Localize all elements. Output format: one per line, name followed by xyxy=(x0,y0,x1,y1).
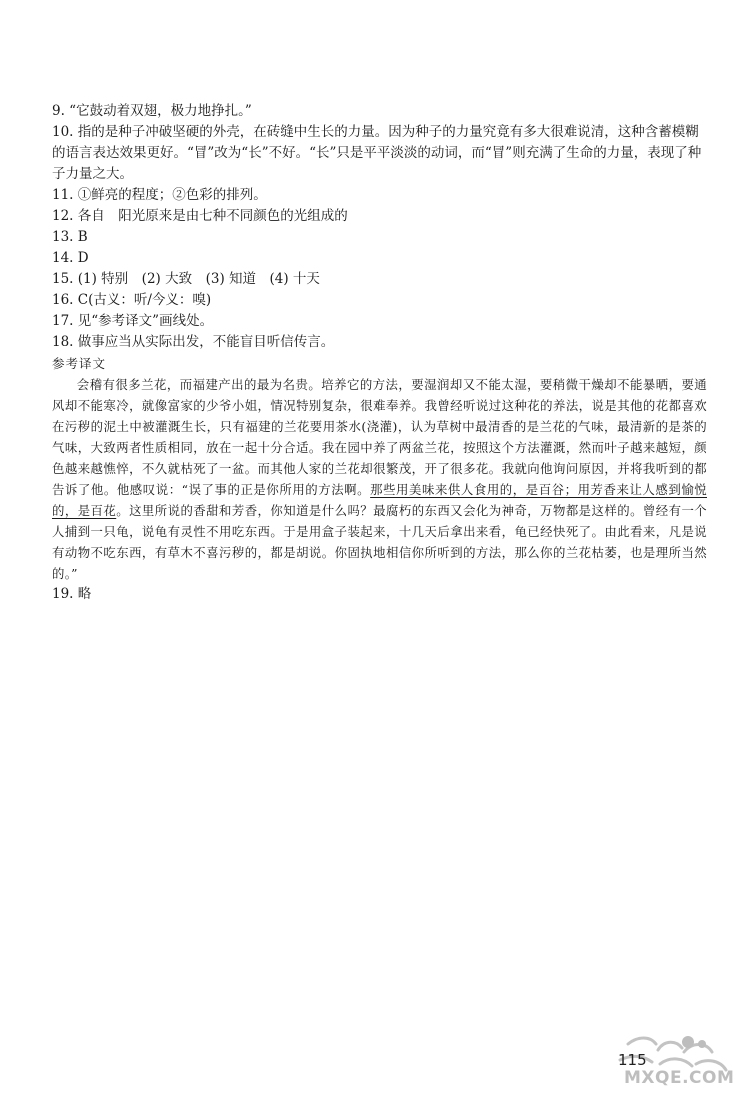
answer-16: 16. C(古义：听/今义：嗅) xyxy=(52,292,212,308)
translation-part-2: 。这里所说的香甜和芳香，你知道是什么吗？最腐朽的东西又会化为神奇，万物都是这样的。曾经有一个人捕到一只龟，说龟有灵性不用吃东西。于是用盒子装起来，十几天后拿出来看，龟已经快死了。由此看来，凡是说有动物不吃东西，有草木不喜污秽的，都是胡说。你固执地相信你所听到的方法，那么你的兰花枯萎，也是理所当然的。” xyxy=(52,503,707,581)
translation-underlined-passage: 那些用美味来供人食用的，是百谷；用芳香来让人感到愉悦的，是百花 xyxy=(52,482,707,518)
page-number: 115 xyxy=(618,1051,647,1069)
translation-part-1: 会稽有很多兰花，而福建产出的最为名贵。培养它的方法，要湿润却又不能太湿，要稍微干燥却不能暴晒，要通风却不能寒冷，就像富家的少爷小姐，情况特别复杂，很难奉养。我曾经听说过这种花的养法，说是其他的花都喜欢在污秽的泥土中被灌溉生长，只有福建的兰花要用茶水(浇灌)，认为草树中最清香的是兰花的气味，最清新的是茶的气味，大致两者性质相同，放在一起十分合适。我在园中养了两盆兰花，按照这个方法灌溉，然而叶子越来越短，颜色越来越憔悴，不久就枯死了一盆。而其他人家的兰花却很繁茂，开了很多花。我就向他询问原因，并将我听到的都告诉了他。他感叹说：“误了事的正是你所用的方法啊。 xyxy=(52,377,707,497)
watermark-site-text: MXQE.COM xyxy=(624,1068,735,1088)
answer-19: 19. 略 xyxy=(52,586,92,602)
answer-list xyxy=(52,101,707,605)
answer-9: 9. “它鼓动着双翅，极力地挣扎。” xyxy=(52,103,252,119)
reference-translation-text xyxy=(52,374,707,584)
answer-12: 12. 各自 阳光原来是由七种不同颜色的光组成的 xyxy=(52,208,348,224)
answer-17: 17. 见“参考译文”画线处。 xyxy=(52,313,214,329)
answer-14: 14. D xyxy=(52,250,89,266)
answer-11: 11. ①鲜亮的程度；②色彩的排列。 xyxy=(52,187,267,203)
reference-translation-title: 参考译文 xyxy=(52,356,107,371)
answer-10: 10. 指的是种子冲破坚硬的外壳，在砖缝中生长的力量。因为种子的力量究竟有多大很难说清，这种含蓄模糊的语言表达效果更好。“冒”改为“长”不好。“长”只是平平淡淡的动词，而“冒”则充满了生命的力量，表现了种子力量之大。 xyxy=(52,124,702,182)
answer-15: 15. (1) 特别 (2) 大致 (3) 知道 (4) 十天 xyxy=(52,271,320,287)
answer-13: 13. B xyxy=(52,229,88,245)
answer-18: 18. 做事应当从实际出发，不能盲目听信传言。 xyxy=(52,334,335,350)
